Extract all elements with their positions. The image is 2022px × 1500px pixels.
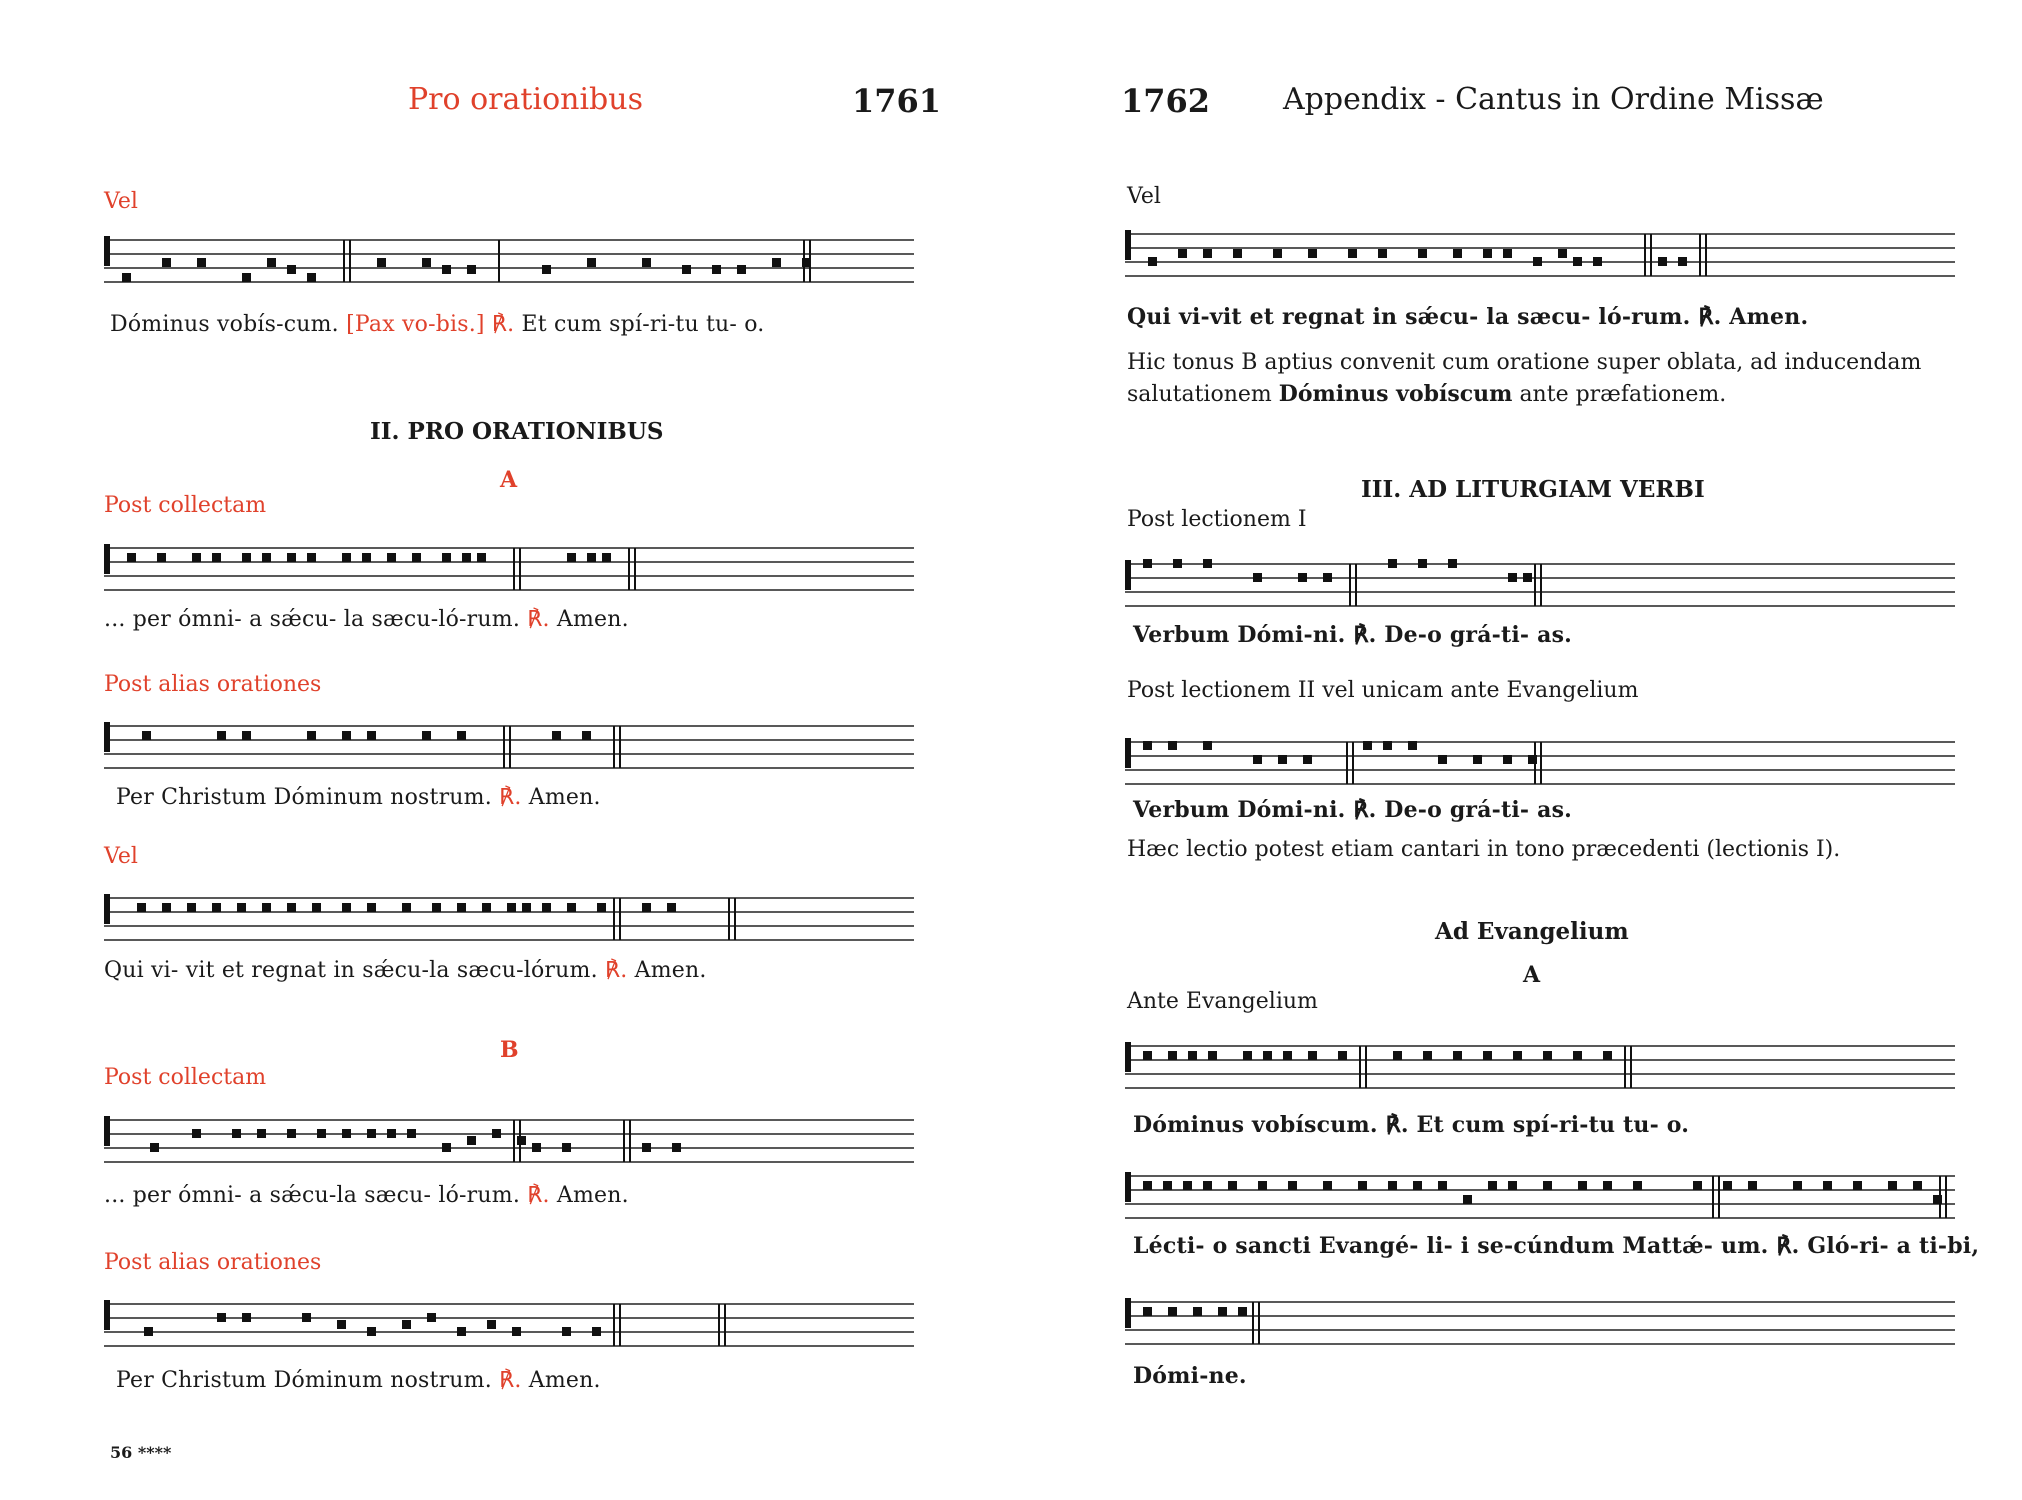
chant-lyrics: Dóminus vobíscum. ℟. Et cum spí-ri-tu tu- o. (1133, 1112, 1690, 1138)
subsection-title: Ad Evangelium (1435, 918, 1629, 945)
neume-note (1143, 741, 1152, 750)
section-letter: B (500, 1037, 519, 1063)
neume-note (542, 903, 551, 912)
neume-note (522, 903, 531, 912)
neume-note (1253, 573, 1262, 582)
neume-note (262, 553, 271, 562)
neume-note (144, 1327, 153, 1336)
chant-staff (104, 1108, 914, 1188)
neume-note (1888, 1181, 1897, 1190)
neume-note (387, 1129, 396, 1138)
neume-note (1603, 1181, 1612, 1190)
neume-note (712, 265, 721, 274)
neume-note (187, 903, 196, 912)
neume-note (427, 1313, 436, 1322)
footer-signature: 56 **** (110, 1443, 172, 1462)
response-text: ℟. Amen. (1698, 304, 1809, 330)
neume-note (1603, 1051, 1612, 1060)
neume-note (1173, 559, 1182, 568)
neume-note (442, 1143, 451, 1152)
response-symbol: ℟. (604, 958, 628, 983)
lyrics-text: ... per ómni- a sǽcu-la sæcu- ló-rum. (104, 1183, 521, 1208)
neume-note (507, 903, 516, 912)
neume-note (1543, 1051, 1552, 1060)
neume-note (1168, 741, 1177, 750)
rubric-note: Hic tonus B aptius convenit cum oratione super oblata, ad inducendam (1127, 350, 1922, 375)
neume-note (672, 1143, 681, 1152)
neume-note (267, 258, 276, 267)
vel-label: Vel (104, 189, 138, 214)
neume-note (772, 258, 781, 267)
clef-icon (1125, 738, 1131, 768)
neume-note (1658, 257, 1667, 266)
neume-note (1448, 559, 1457, 568)
neume-note (442, 553, 451, 562)
neume-note (1183, 1181, 1192, 1190)
chant-staff (1125, 1164, 1955, 1244)
neume-note (212, 553, 221, 562)
clef-icon (1125, 230, 1131, 260)
neume-note (142, 731, 151, 740)
neume-note (1388, 559, 1397, 568)
neume-note (337, 1320, 346, 1329)
neume-note (1573, 257, 1582, 266)
lyrics-text: Dóminus vobís-cum. (110, 312, 339, 337)
neume-note (1413, 1181, 1422, 1190)
neume-note (362, 553, 371, 562)
neume-note (457, 903, 466, 912)
neume-note (1288, 1181, 1297, 1190)
neume-note (317, 1129, 326, 1138)
neume-note (232, 1129, 241, 1138)
neume-note (242, 731, 251, 740)
neume-note (1253, 755, 1262, 764)
lyrics-text: Amen. (528, 785, 601, 810)
neume-note (1203, 741, 1212, 750)
chant-staff (1125, 552, 1955, 632)
neume-note (1523, 573, 1532, 582)
neume-note (567, 553, 576, 562)
neume-note (1748, 1181, 1757, 1190)
neume-note (1273, 249, 1282, 258)
lyrics-text: Amen. (528, 1368, 601, 1393)
neume-note (1543, 1181, 1552, 1190)
chant-lyrics: Verbum Dómi-ni. ℟. De-o grá-ti- as. (1133, 622, 1573, 648)
neume-note (567, 903, 576, 912)
clef-icon (104, 544, 110, 574)
neume-note (262, 903, 271, 912)
note-text: ante præfationem. (1519, 382, 1727, 407)
clef-icon (1125, 560, 1131, 590)
neume-note (307, 731, 316, 740)
neume-note (592, 1327, 601, 1336)
neume-note (127, 553, 136, 562)
neume-note (1363, 741, 1372, 750)
neume-note (1258, 1181, 1267, 1190)
neume-note (457, 731, 466, 740)
rubric-label: Ante Evangelium (1127, 989, 1318, 1014)
neume-note (342, 731, 351, 740)
clef-icon (1125, 1042, 1131, 1072)
neume-note (1578, 1181, 1587, 1190)
neume-note (602, 553, 611, 562)
neume-note (1178, 249, 1187, 258)
neume-note (1308, 1051, 1317, 1060)
clef-icon (104, 894, 110, 924)
left-page-number: 1761 (852, 82, 942, 120)
neume-note (122, 273, 131, 282)
section-title: II. PRO ORATIONIBUS (370, 418, 664, 445)
neume-note (1483, 249, 1492, 258)
neume-note (1418, 559, 1427, 568)
neume-note (1408, 741, 1417, 750)
neume-note (1793, 1181, 1802, 1190)
neume-note (307, 553, 316, 562)
neume-note (162, 258, 171, 267)
neume-note (552, 731, 561, 740)
neume-note (1593, 257, 1602, 266)
clef-icon (104, 236, 110, 266)
neume-note (1513, 1051, 1522, 1060)
neume-note (1348, 249, 1357, 258)
neume-note (1508, 573, 1517, 582)
lyrics-text: Et cum spí-ri-tu tu- o. (521, 312, 765, 337)
rubric-label: Post alias orationes (104, 1250, 322, 1275)
rubric-label: Post alias orationes (104, 672, 322, 697)
neume-note (1393, 1051, 1402, 1060)
neume-note (242, 553, 251, 562)
neume-note (1233, 249, 1242, 258)
neume-note (597, 903, 606, 912)
neume-note (1168, 1307, 1177, 1316)
response-symbol: ℟. (491, 312, 515, 337)
neume-note (162, 903, 171, 912)
rubric-label: Post collectam (104, 1065, 267, 1090)
neume-note (287, 903, 296, 912)
chant-lyrics: Dómi-ne. (1133, 1363, 1247, 1389)
chant-lyrics (110, 312, 765, 337)
neume-note (1148, 257, 1157, 266)
chant-staff (104, 1292, 914, 1372)
neume-note (1633, 1181, 1642, 1190)
section-title: III. AD LITURGIAM VERBI (1361, 476, 1705, 503)
neume-note (467, 265, 476, 274)
neume-note (1853, 1181, 1862, 1190)
left-header-title: Pro orationibus (408, 82, 643, 117)
chant-staff (1125, 1290, 1955, 1370)
bracket-text: [Pax vo-bis.] (346, 312, 485, 337)
chant-lyrics (116, 785, 601, 810)
section-letter: A (1523, 962, 1541, 988)
neume-note (1503, 755, 1512, 764)
neume-note (1308, 249, 1317, 258)
lyrics-text: ... per ómni- a sǽcu- la sæcu-ló-rum. (104, 607, 521, 632)
neume-note (457, 1327, 466, 1336)
chant-lyrics (104, 607, 629, 632)
neume-note (1298, 573, 1307, 582)
neume-note (582, 731, 591, 740)
neume-note (1573, 1051, 1582, 1060)
neume-note (1693, 1181, 1702, 1190)
right-header-title: Appendix - Cantus in Ordine Missæ (1283, 82, 1824, 117)
neume-note (1383, 741, 1392, 750)
section-letter: A (500, 467, 518, 493)
chant-lyrics (1127, 304, 1808, 330)
neume-note (1388, 1181, 1397, 1190)
note-bold-text: Dóminus vobíscum (1278, 381, 1513, 407)
lyrics-text: Amen. (556, 607, 629, 632)
neume-note (517, 1136, 526, 1145)
right-page-number: 1762 (1121, 82, 1211, 120)
response-symbol: ℟. (499, 785, 522, 810)
neume-note (682, 265, 691, 274)
neume-note (217, 731, 226, 740)
response-symbol: ℟. (527, 607, 550, 632)
neume-note (1358, 1181, 1367, 1190)
neume-note (1208, 1051, 1217, 1060)
neume-note (1203, 249, 1212, 258)
chant-staff (104, 536, 914, 606)
neume-note (1533, 257, 1542, 266)
neume-note (387, 553, 396, 562)
chant-lyrics (116, 1368, 601, 1393)
neume-note (1143, 1181, 1152, 1190)
neume-note (492, 1129, 501, 1138)
neume-note (307, 273, 316, 282)
neume-note (1463, 1195, 1472, 1204)
neume-note (477, 553, 486, 562)
neume-note (287, 553, 296, 562)
neume-note (212, 903, 221, 912)
neume-note (482, 903, 491, 912)
neume-note (642, 258, 651, 267)
neume-note (1678, 257, 1687, 266)
neume-note (422, 731, 431, 740)
neume-note (402, 903, 411, 912)
neume-note (367, 1129, 376, 1138)
neume-note (1338, 1051, 1347, 1060)
neume-note (1913, 1181, 1922, 1190)
neume-note (407, 1129, 416, 1138)
neume-note (462, 553, 471, 562)
rubric-note: Hæc lectio potest etiam cantari in tono præcedenti (lectionis I). (1127, 837, 1841, 862)
neume-note (1203, 559, 1212, 568)
neume-note (1723, 1181, 1732, 1190)
vel-label: Vel (1127, 184, 1161, 209)
neume-note (442, 265, 451, 274)
neume-note (1303, 755, 1312, 764)
neume-note (532, 1143, 541, 1152)
neume-note (1238, 1307, 1247, 1316)
neume-note (667, 903, 676, 912)
chant-lyrics: Lécti- o sancti Evangé- li- i se-cúndum Mattǽ- um. ℟. Gló-ri- a ti-bi, (1133, 1233, 1980, 1259)
neume-note (587, 258, 596, 267)
neume-note (1323, 1181, 1332, 1190)
neume-note (1188, 1051, 1197, 1060)
chant-staff (104, 714, 914, 784)
neume-note (642, 1143, 651, 1152)
chant-lyrics (104, 958, 707, 983)
neume-note (1453, 249, 1462, 258)
neume-note (342, 903, 351, 912)
neume-note (1143, 1051, 1152, 1060)
neume-note (562, 1143, 571, 1152)
neume-note (1228, 1181, 1237, 1190)
response-symbol: ℟. (499, 1368, 522, 1393)
neume-note (367, 1327, 376, 1336)
neume-note (402, 1320, 411, 1329)
right-page (1011, 0, 2022, 1500)
clef-icon (104, 1300, 110, 1330)
neume-note (432, 903, 441, 912)
neume-note (242, 1313, 251, 1322)
neume-note (1508, 1181, 1517, 1190)
neume-note (1473, 755, 1482, 764)
neume-note (150, 1143, 159, 1152)
response-symbol: ℟. (527, 1183, 550, 1208)
neume-note (1263, 1051, 1272, 1060)
vel-label: Vel (104, 844, 138, 869)
neume-note (367, 903, 376, 912)
neume-note (1193, 1307, 1202, 1316)
neume-note (192, 553, 201, 562)
neume-note (1143, 559, 1152, 568)
neume-note (1483, 1051, 1492, 1060)
neume-note (512, 1327, 521, 1336)
neume-note (1558, 249, 1567, 258)
clef-icon (1125, 1298, 1131, 1328)
neume-note (342, 553, 351, 562)
neume-note (1143, 1307, 1152, 1316)
neume-note (487, 1320, 496, 1329)
neume-note (737, 265, 746, 274)
neume-note (412, 553, 421, 562)
neume-note (562, 1327, 571, 1336)
neume-note (1503, 249, 1512, 258)
lyrics-text: Per Christum Dóminum nostrum. (116, 785, 492, 810)
neume-note (1168, 1051, 1177, 1060)
neume-note (1323, 573, 1332, 582)
neume-note (237, 903, 246, 912)
rubric-label: Post lectionem II vel unicam ante Evangelium (1127, 678, 1639, 703)
chant-staff (1125, 1034, 1955, 1114)
neume-note (587, 553, 596, 562)
neume-note (197, 258, 206, 267)
neume-note (1218, 1307, 1227, 1316)
rubric-label: Post collectam (104, 493, 267, 518)
lyrics-text: Amen. (634, 958, 707, 983)
clef-icon (1125, 1172, 1131, 1202)
neume-note (287, 1129, 296, 1138)
neume-note (1438, 755, 1447, 764)
chant-staff (1125, 222, 1955, 302)
neume-note (542, 265, 551, 274)
neume-note (642, 903, 651, 912)
chant-staff (104, 228, 914, 308)
neume-note (257, 1129, 266, 1138)
neume-note (157, 553, 166, 562)
note-text: salutationem (1127, 382, 1272, 407)
chant-lyrics (104, 1183, 629, 1208)
neume-note (342, 1129, 351, 1138)
neume-note (1423, 1051, 1432, 1060)
neume-note (1488, 1181, 1497, 1190)
neume-note (1378, 249, 1387, 258)
neume-note (1278, 755, 1287, 764)
neume-note (1823, 1181, 1832, 1190)
neume-note (217, 1313, 226, 1322)
neume-note (377, 258, 386, 267)
neume-note (367, 731, 376, 740)
neume-note (1438, 1181, 1447, 1190)
neume-note (302, 1313, 311, 1322)
neume-note (192, 1129, 201, 1138)
neume-note (467, 1136, 476, 1145)
rubric-label: Post lectionem I (1127, 507, 1307, 532)
lyrics-text: Amen. (556, 1183, 629, 1208)
neume-note (1203, 1181, 1212, 1190)
lyrics-text: Qui vi-vit et regnat in sǽcu- la sæcu- ló-rum. (1127, 304, 1691, 330)
lyrics-text: Per Christum Dóminum nostrum. (116, 1368, 492, 1393)
lyrics-text: Qui vi- vit et regnat in sǽcu-la sæcu-lórum. (104, 958, 598, 983)
neume-note (312, 903, 321, 912)
neume-note (422, 258, 431, 267)
neume-note (1163, 1181, 1172, 1190)
neume-note (242, 273, 251, 282)
neume-note (1453, 1051, 1462, 1060)
neume-note (137, 903, 146, 912)
chant-staff (104, 886, 914, 956)
neume-note (1283, 1051, 1292, 1060)
neume-note (1243, 1051, 1252, 1060)
rubric-note (1127, 381, 1726, 407)
neume-note (1418, 249, 1427, 258)
neume-note (287, 265, 296, 274)
clef-icon (104, 722, 110, 752)
chant-lyrics: Verbum Dómi-ni. ℟. De-o grá-ti- as. (1133, 797, 1573, 823)
clef-icon (104, 1116, 110, 1146)
